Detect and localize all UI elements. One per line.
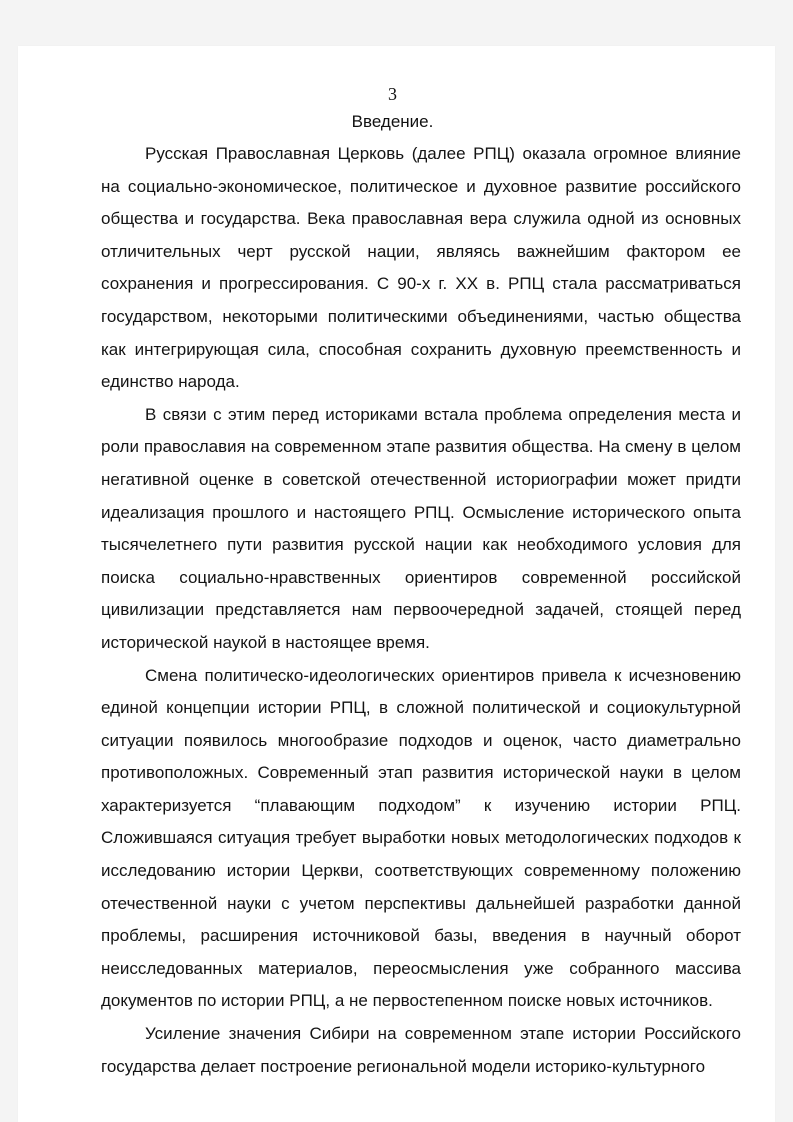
paragraph: Русская Православная Церковь (далее РПЦ) оказала огромное влияние на социально-экономическое, политическое и духовное развитие российского общества и государства. Века православная вера служила одной из основных отличительных черт русской нации, являясь важнейшим фактором ее сохранения и прогрессирования. С 90-х г. XX в. РПЦ стала рассматриваться государством, некоторыми политическими объединениями, частью общества как интегрирующая сила, способная сохранить духовную преемственность и единство народа.	[101, 144, 741, 392]
section-heading: Введение.	[351, 112, 434, 131]
paragraph: В связи с этим перед историками встала проблема определения места и роли православия на современном этапе развития общества. На смену в целом негативной оценке в советской отечественной историографии может придти идеализация прошлого и настоящего РПЦ. Осмысление исторического опыта тысячелетнего пути развития русской нации как необходимого условия для поиска социально-нравственных ориентиров современной российской цивилизации представляется нам первоочередной задачей, стоящей перед исторической наукой в настоящее время.	[101, 404, 741, 652]
paragraph: Смена политическо-идеологических ориентиров привела к исчезновению единой концепции истории РПЦ, в сложной политической и социокультурной ситуации появилось многообразие подходов и оценок, часто диаметрально противоположных. Современный этап развития исторической науки в целом характеризуется “плавающим подходом” к изучению истории РПЦ. Сложившаяся ситуация требует выработки новых методологических подходов к исследованию истории Церкви, соответствующих современному положению отечественной науки с учетом перспективы дальнейшей разработки данной проблемы, расширения источниковой базы, введения в научный оборот неисследованных материалов, переосмысления уже собранного массива документов по истории РПЦ, а не первостепенном поиске новых источников.	[101, 665, 741, 1011]
document-page	[18, 46, 775, 1122]
paragraph: Усиление значения Сибири на современном этапе истории Российского государства делает построение региональной модели историко-культурного	[101, 1024, 741, 1076]
page-number: 3	[388, 84, 397, 104]
body-text	[101, 138, 741, 1083]
